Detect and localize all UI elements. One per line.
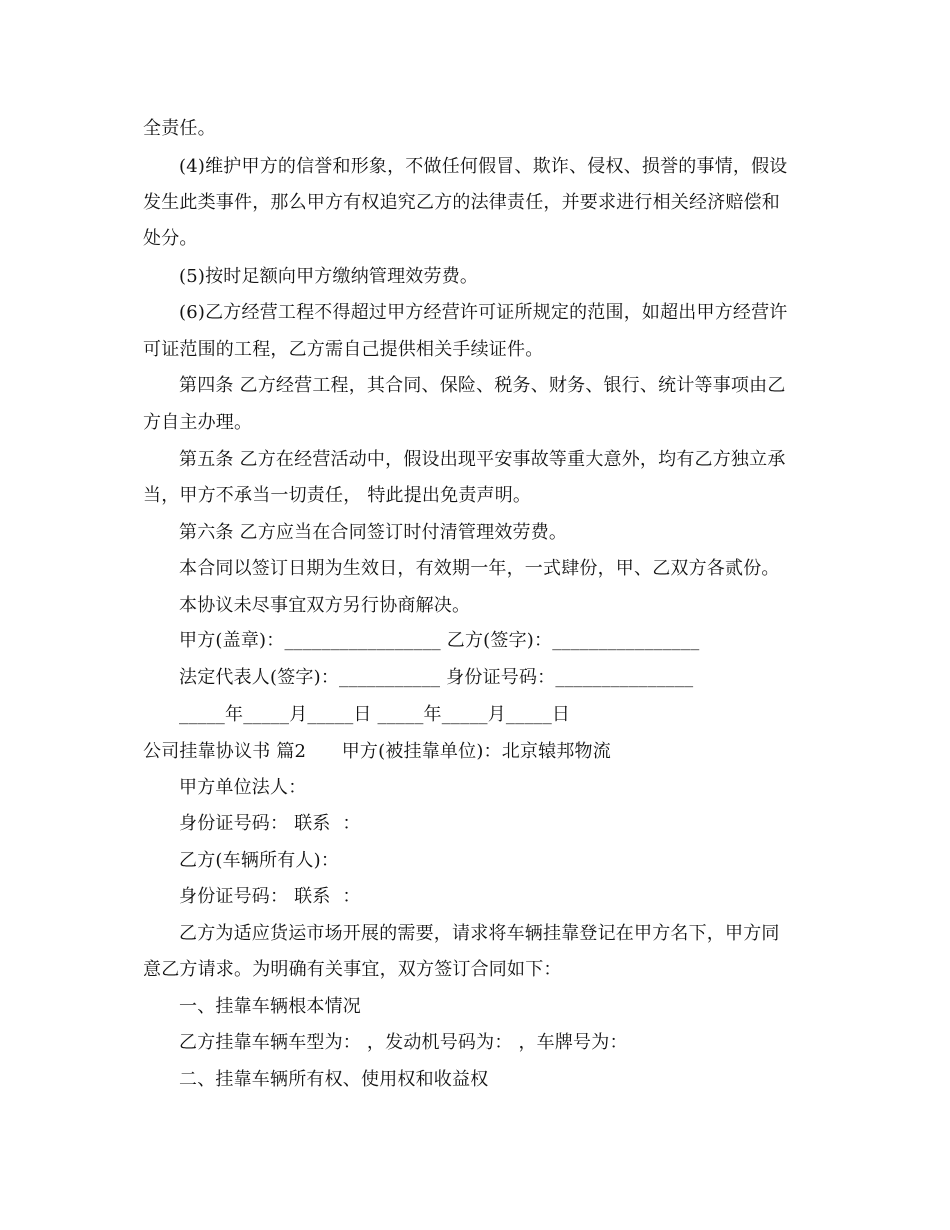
paragraph-line: 全责任。 <box>143 118 216 139</box>
paragraph-line: 乙方挂靠车辆车型为： ，发动机号码为： ，车牌号为： <box>179 1032 628 1053</box>
paragraph-line: 第四条 乙方经营工程，其合同、保险、税务、财务、银行、统计等事项由乙 <box>179 375 786 396</box>
paragraph-line: 本合同以签订日期为生效日，有效期一年，一式肆份，甲、乙双方各贰份。 <box>179 558 780 579</box>
paragraph-line: 本协议未尽事宜双方另行协商解决。 <box>179 595 471 616</box>
paragraph-line: 乙方为适应货运市场开展的需要，请求将车辆挂靠登记在甲方名下，甲方同 <box>179 923 780 944</box>
date-line: _____年_____月_____日 _____年_____月_____日 <box>179 704 571 725</box>
paragraph-line: 第六条 乙方应当在合同签订时付清管理效劳费。 <box>179 522 568 543</box>
paragraph-line: 可证范围的工程，乙方需自己提供相关手续证件。 <box>143 339 544 360</box>
paragraph-line: 方自主办理。 <box>143 412 253 433</box>
paragraph-line: 发生此类事件，那么甲方有权追究乙方的法律责任，并要求进行相关经济赔偿和 <box>143 192 780 213</box>
paragraph-line: 身份证号码： 联系 ： <box>179 813 361 834</box>
paragraph-line: 二、挂靠车辆所有权、使用权和收益权 <box>179 1069 489 1090</box>
signature-line-representative: 法定代表人(签字)：___________ 身份证号码：_______________ <box>179 667 694 688</box>
paragraph-line: 第五条 乙方在经营活动中，假设出现平安事故等重大意外，均有乙方独立承 <box>179 449 786 470</box>
signature-line-party-a: 甲方(盖章)：_________________ 乙方(签字)：________________ <box>179 630 700 651</box>
paragraph-line: 处分。 <box>143 228 198 249</box>
paragraph-line: 当，甲方不承当一切责任， 特此提出免责声明。 <box>143 485 532 506</box>
section-title-line: 公司挂靠协议书 篇2 甲方(被挂靠单位)：北京辕邦物流 <box>143 741 611 762</box>
paragraph-line: (6)乙方经营工程不得超过甲方经营许可证所规定的范围，如超出甲方经营许 <box>179 302 788 323</box>
paragraph-line: 一、挂靠车辆根本情况 <box>179 996 361 1017</box>
paragraph-line: 乙方(车辆所有人)： <box>179 850 340 871</box>
paragraph-line: 甲方单位法人： <box>179 777 307 798</box>
paragraph-line: (5)按时足额向甲方缴纳管理效劳费。 <box>179 266 479 287</box>
paragraph-line: 身份证号码： 联系 ： <box>179 886 361 907</box>
paragraph-line: (4)维护甲方的信誉和形象，不做任何假冒、欺诈、侵权、损誉的事情，假设 <box>179 156 788 177</box>
paragraph-line: 意乙方请求。为明确有关事宜，双方签订合同如下： <box>143 959 562 980</box>
